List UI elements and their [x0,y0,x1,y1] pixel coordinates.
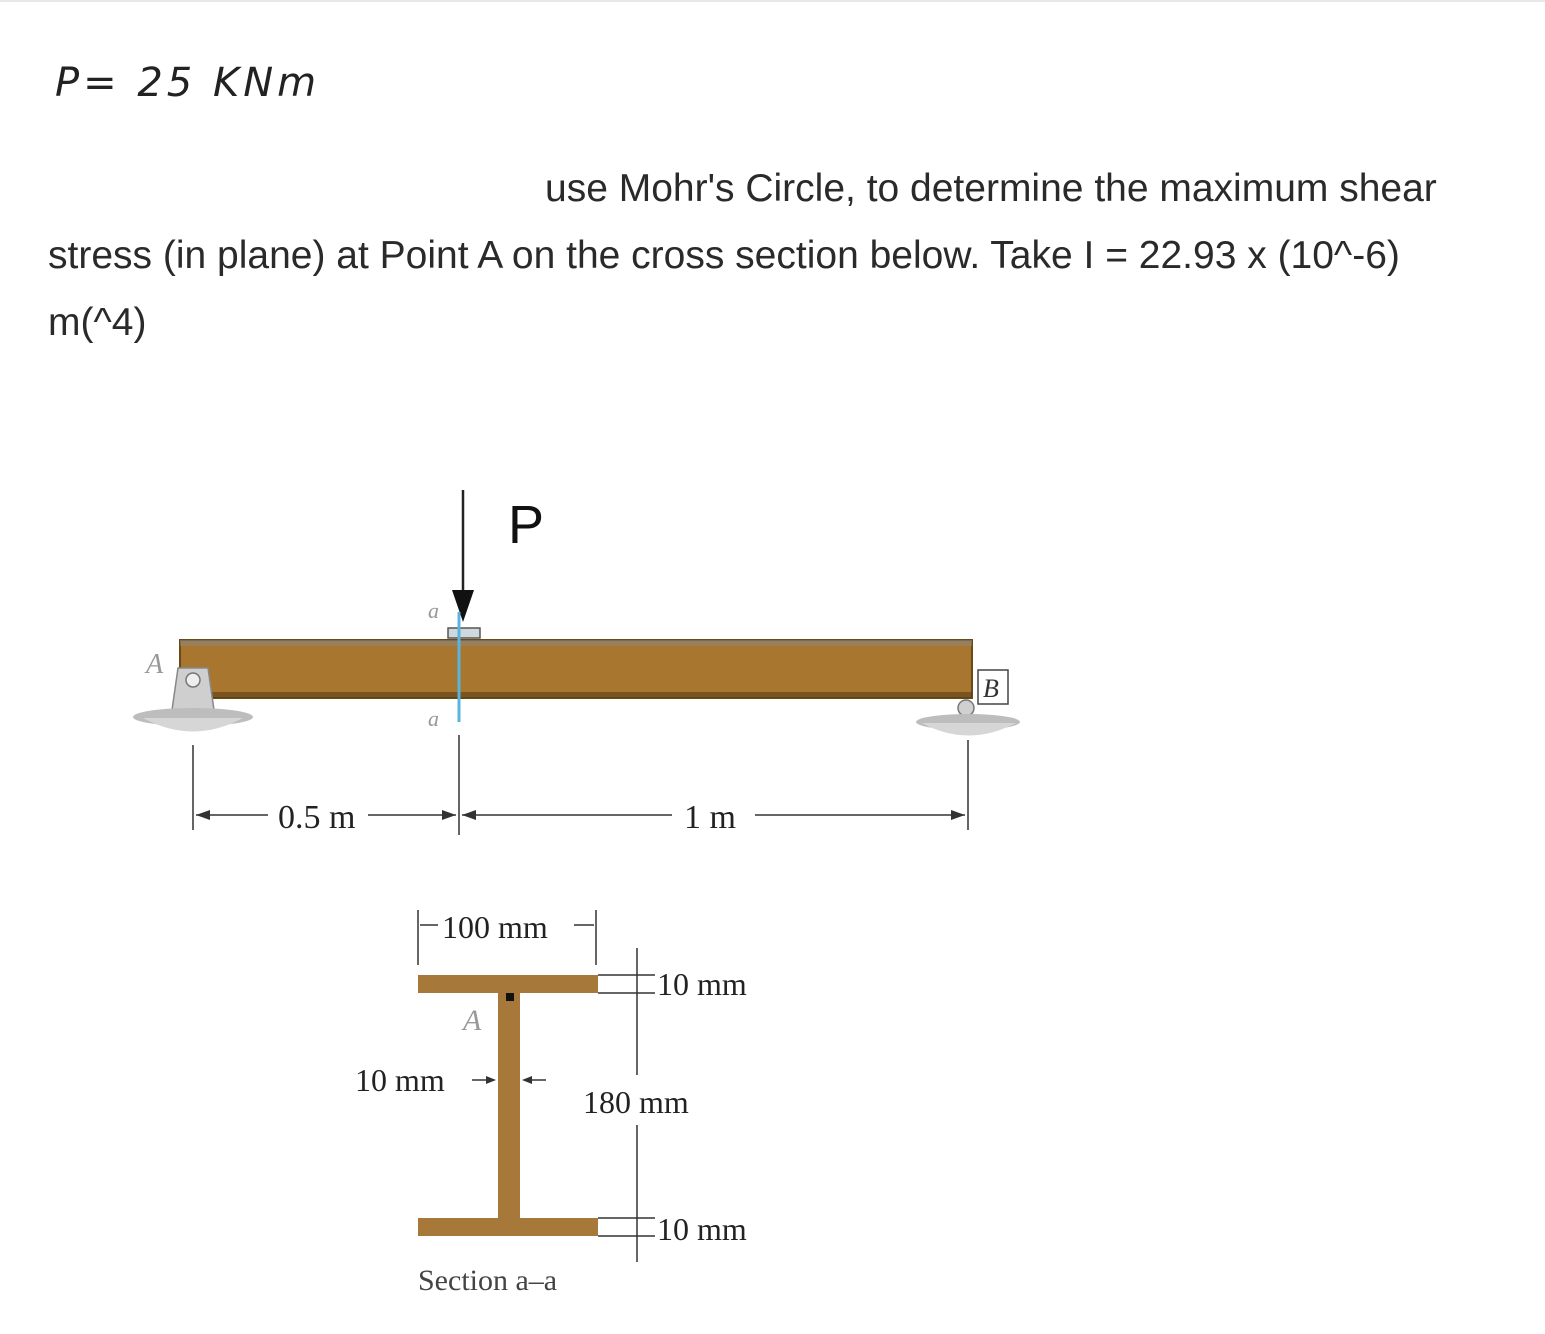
bottom-flange-thickness-label: 10 mm [657,1211,747,1247]
load-arrow-head [452,590,474,622]
top-flange-thickness-label: 10 mm [657,966,747,1002]
web-thickness-label: 10 mm [355,1062,445,1098]
handwritten-note: P= 25 KNm [55,60,321,106]
problem-text: use Mohr's Circle, to determine the maximum shear stress (in plane) at Point A on the cross section below. Take I = 22.93 x (10^-6) m(^4) [48,167,1437,344]
web-height-label: 180 mm [583,1084,689,1120]
load-label: P [508,495,545,555]
cut-label-bottom: a [428,706,439,731]
support-right-label: B [983,674,999,703]
i-beam-section [418,975,598,1236]
span-left-label: 0.5 m [278,799,356,836]
beam-top-edge [180,640,972,646]
flange-width-label: 100 mm [442,909,548,945]
load-plate [448,628,480,638]
support-left-label: A [146,649,164,680]
point-a-label: A [463,1004,482,1037]
section-caption: Section a–a [418,1264,558,1297]
beam-bottom-edge [180,692,972,698]
beam [180,640,972,698]
cut-label-top: a [428,598,439,623]
span-right-label: 1 m [684,799,736,836]
roller-support-right [916,700,1020,736]
